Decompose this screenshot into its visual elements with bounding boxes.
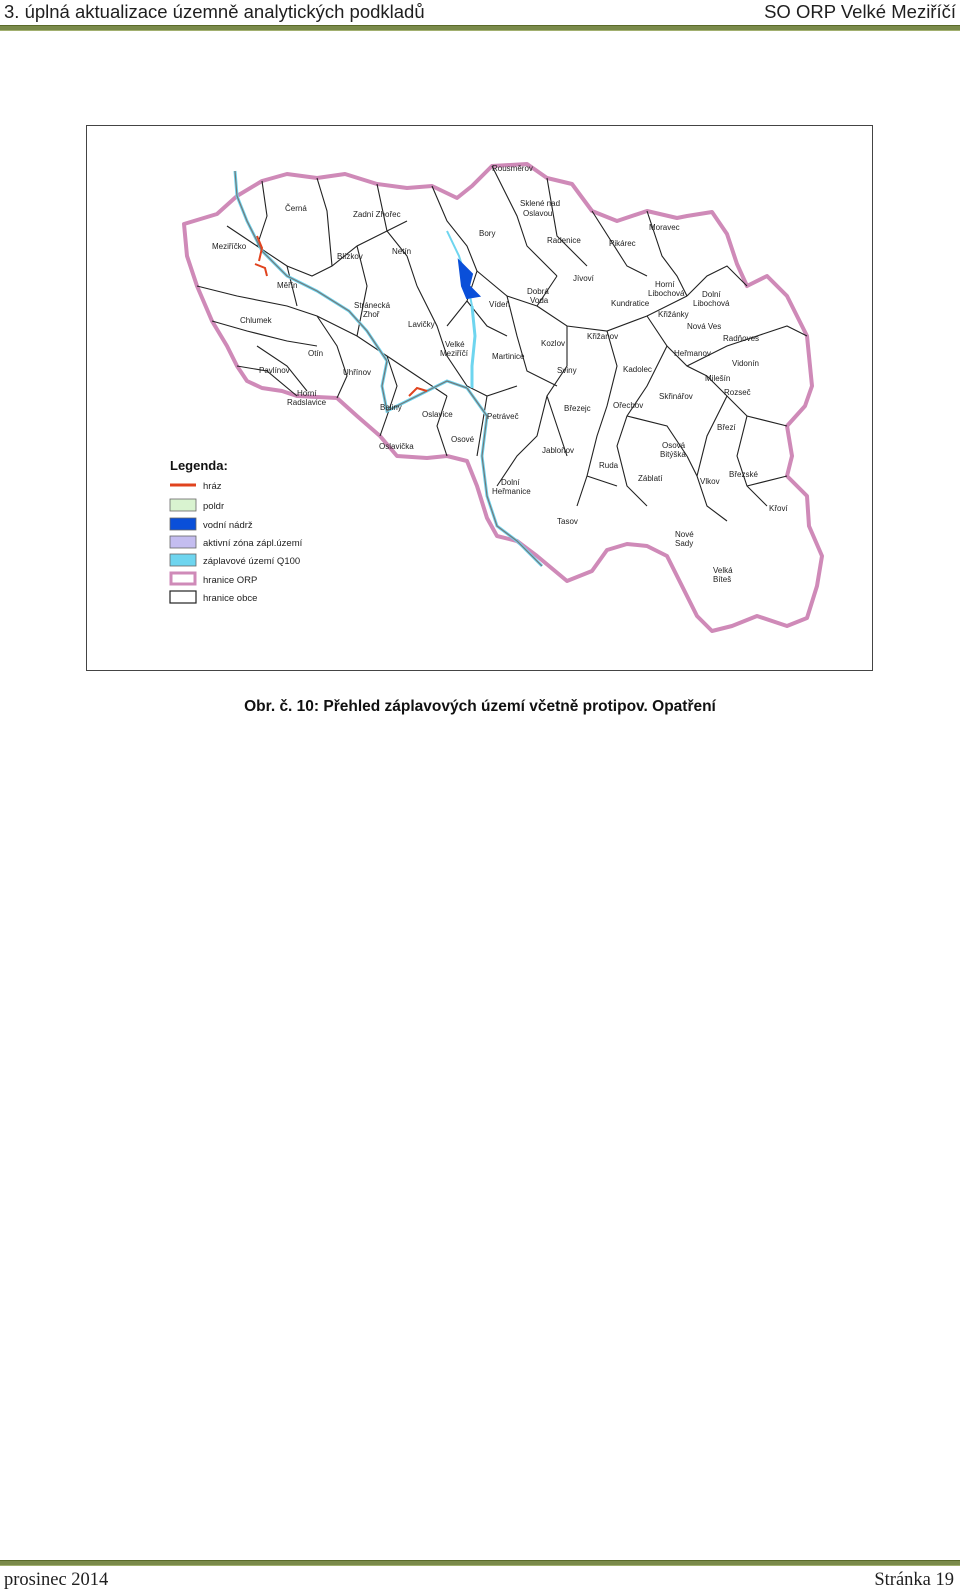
- header-region-title: SO ORP Velké Meziříčí: [764, 1, 956, 22]
- label-dolni-2: Dolní: [501, 478, 520, 487]
- label-brezejc: Březejc: [564, 404, 591, 413]
- legend-swatch-zaplavove-uzemi: [170, 554, 196, 566]
- label-moravec: Moravec: [649, 223, 680, 232]
- legend-hranice-obce: hranice obce: [203, 593, 258, 604]
- label-hermanov: Heřmanov: [674, 349, 711, 358]
- label-sklene: Sklené nad: [520, 199, 561, 208]
- legend-swatch-hranice-orp: [171, 573, 195, 584]
- label-oslavou: Oslavou: [523, 209, 553, 218]
- legend-hranice-orp: hranice ORP: [203, 575, 258, 586]
- header-chapter-title: 3. úplná aktualizace územně analytických podkladů: [4, 1, 425, 22]
- legend-title: Legenda:: [170, 458, 228, 473]
- legend-swatch-hranice-obce: [170, 591, 196, 603]
- label-radnoves: Radňoves: [723, 334, 760, 343]
- legend-hraz: hráz: [203, 481, 222, 492]
- label-krizanky: Křižánky: [658, 310, 689, 319]
- legend-poldr: poldr: [203, 501, 225, 512]
- label-velke: Velké: [445, 340, 465, 349]
- label-kundratice: Kundratice: [611, 299, 650, 308]
- footer-page-number: Stránka 19: [874, 1570, 954, 1590]
- label-bites: Bíteš: [713, 575, 732, 584]
- label-blizkov: Blízkov: [337, 252, 363, 261]
- flood-map: [87, 126, 872, 670]
- label-orechov: Ořechov: [613, 401, 644, 410]
- label-mezirícko: Meziříčko: [212, 242, 247, 251]
- label-chlumek: Chlumek: [240, 316, 272, 325]
- label-zadni-zhorec: Zadní Zhořec: [353, 210, 401, 219]
- page-header: [0, 0, 960, 36]
- label-uhrinov: Uhřínov: [343, 368, 372, 377]
- label-osove: Osové: [451, 435, 475, 444]
- label-zhor: Zhoř: [363, 310, 380, 319]
- label-brezi: Březí: [717, 423, 736, 432]
- label-radenice: Radenice: [547, 236, 581, 245]
- label-dobra: Dobrá: [527, 287, 549, 296]
- label-martinice: Martinice: [492, 352, 525, 361]
- legend-swatch-vodni-nadrz: [170, 518, 196, 530]
- label-pavlinov: Pavlínov: [259, 366, 290, 375]
- label-stranecka: Stránecká: [354, 301, 391, 310]
- label-horni-2: Horní: [297, 389, 317, 398]
- label-vlkov: Vlkov: [700, 477, 720, 486]
- figure-caption: Obr. č. 10: Přehled záplavových území včetně protipov. Opatření: [244, 698, 716, 715]
- label-libochova-2: Libochová: [693, 299, 730, 308]
- label-bityska: Bitýška: [660, 450, 686, 459]
- label-tasov: Tasov: [557, 517, 578, 526]
- footer-rule: [0, 1560, 960, 1566]
- label-merin: Měřín: [277, 281, 298, 290]
- label-petravec: Petráveč: [487, 412, 519, 421]
- label-kadolec: Kadolec: [623, 365, 652, 374]
- label-netin: Netín: [392, 247, 412, 256]
- label-krovi: Křoví: [769, 504, 788, 513]
- label-cerna: Černá: [285, 204, 307, 213]
- legend-swatch-poldr: [170, 499, 196, 511]
- label-otin: Otín: [308, 349, 324, 358]
- legend-aktivni-zona: aktivní zóna zápl.území: [203, 538, 303, 549]
- label-krizanov: Křižanov: [587, 332, 619, 341]
- label-osova: Osová: [662, 441, 686, 450]
- label-jablonov: Jabloňov: [542, 446, 575, 455]
- label-nova-ves: Nová Ves: [687, 322, 722, 331]
- map-legend: [170, 458, 303, 604]
- label-baliny: Baliny: [380, 403, 402, 412]
- label-skrinarov: Skřinářov: [659, 392, 693, 401]
- label-radslavice: Radslavice: [287, 398, 327, 407]
- label-jivovi: Jívoví: [573, 274, 594, 283]
- label-sviny: Sviny: [557, 366, 577, 375]
- label-vidonin: Vidonín: [732, 359, 759, 368]
- header-rule: [0, 25, 960, 31]
- label-brezske: Březské: [729, 470, 758, 479]
- flood-map-figure: [86, 125, 873, 671]
- label-bory: Bory: [479, 229, 496, 238]
- label-velka: Velká: [713, 566, 733, 575]
- label-viden: Vídeň: [489, 300, 510, 309]
- footer-date: prosinec 2014: [4, 1570, 109, 1590]
- label-rozsec: Rozseč: [724, 388, 751, 397]
- legend-vodni-nadrz: vodní nádrž: [203, 520, 253, 531]
- label-oslavicka: Oslavička: [379, 442, 414, 451]
- label-hermanice: Heřmanice: [492, 487, 531, 496]
- legend-swatch-aktivni-zona: [170, 536, 196, 548]
- label-ruda: Ruda: [599, 461, 619, 470]
- label-sady: Sady: [675, 539, 694, 548]
- label-rousmerov: Rousměrov: [492, 164, 533, 173]
- label-pikarec: Pikárec: [609, 239, 636, 248]
- label-zablati: Záblatí: [638, 474, 663, 483]
- label-horni-1: Horní: [655, 280, 675, 289]
- label-kozlov: Kozlov: [541, 339, 566, 348]
- label-voda: Voda: [530, 296, 549, 305]
- label-nove: Nové: [675, 530, 694, 539]
- label-mezirici: Meziříčí: [440, 349, 468, 358]
- label-oslavice: Oslavice: [422, 410, 453, 419]
- label-lavicky: Lavičky: [408, 320, 435, 329]
- legend-zaplavove-uzemi: záplavové území Q100: [203, 556, 301, 567]
- label-libochova-1: Libochová: [648, 289, 685, 298]
- label-milesin: Milešín: [705, 374, 731, 383]
- label-dolni-1: Dolní: [702, 290, 721, 299]
